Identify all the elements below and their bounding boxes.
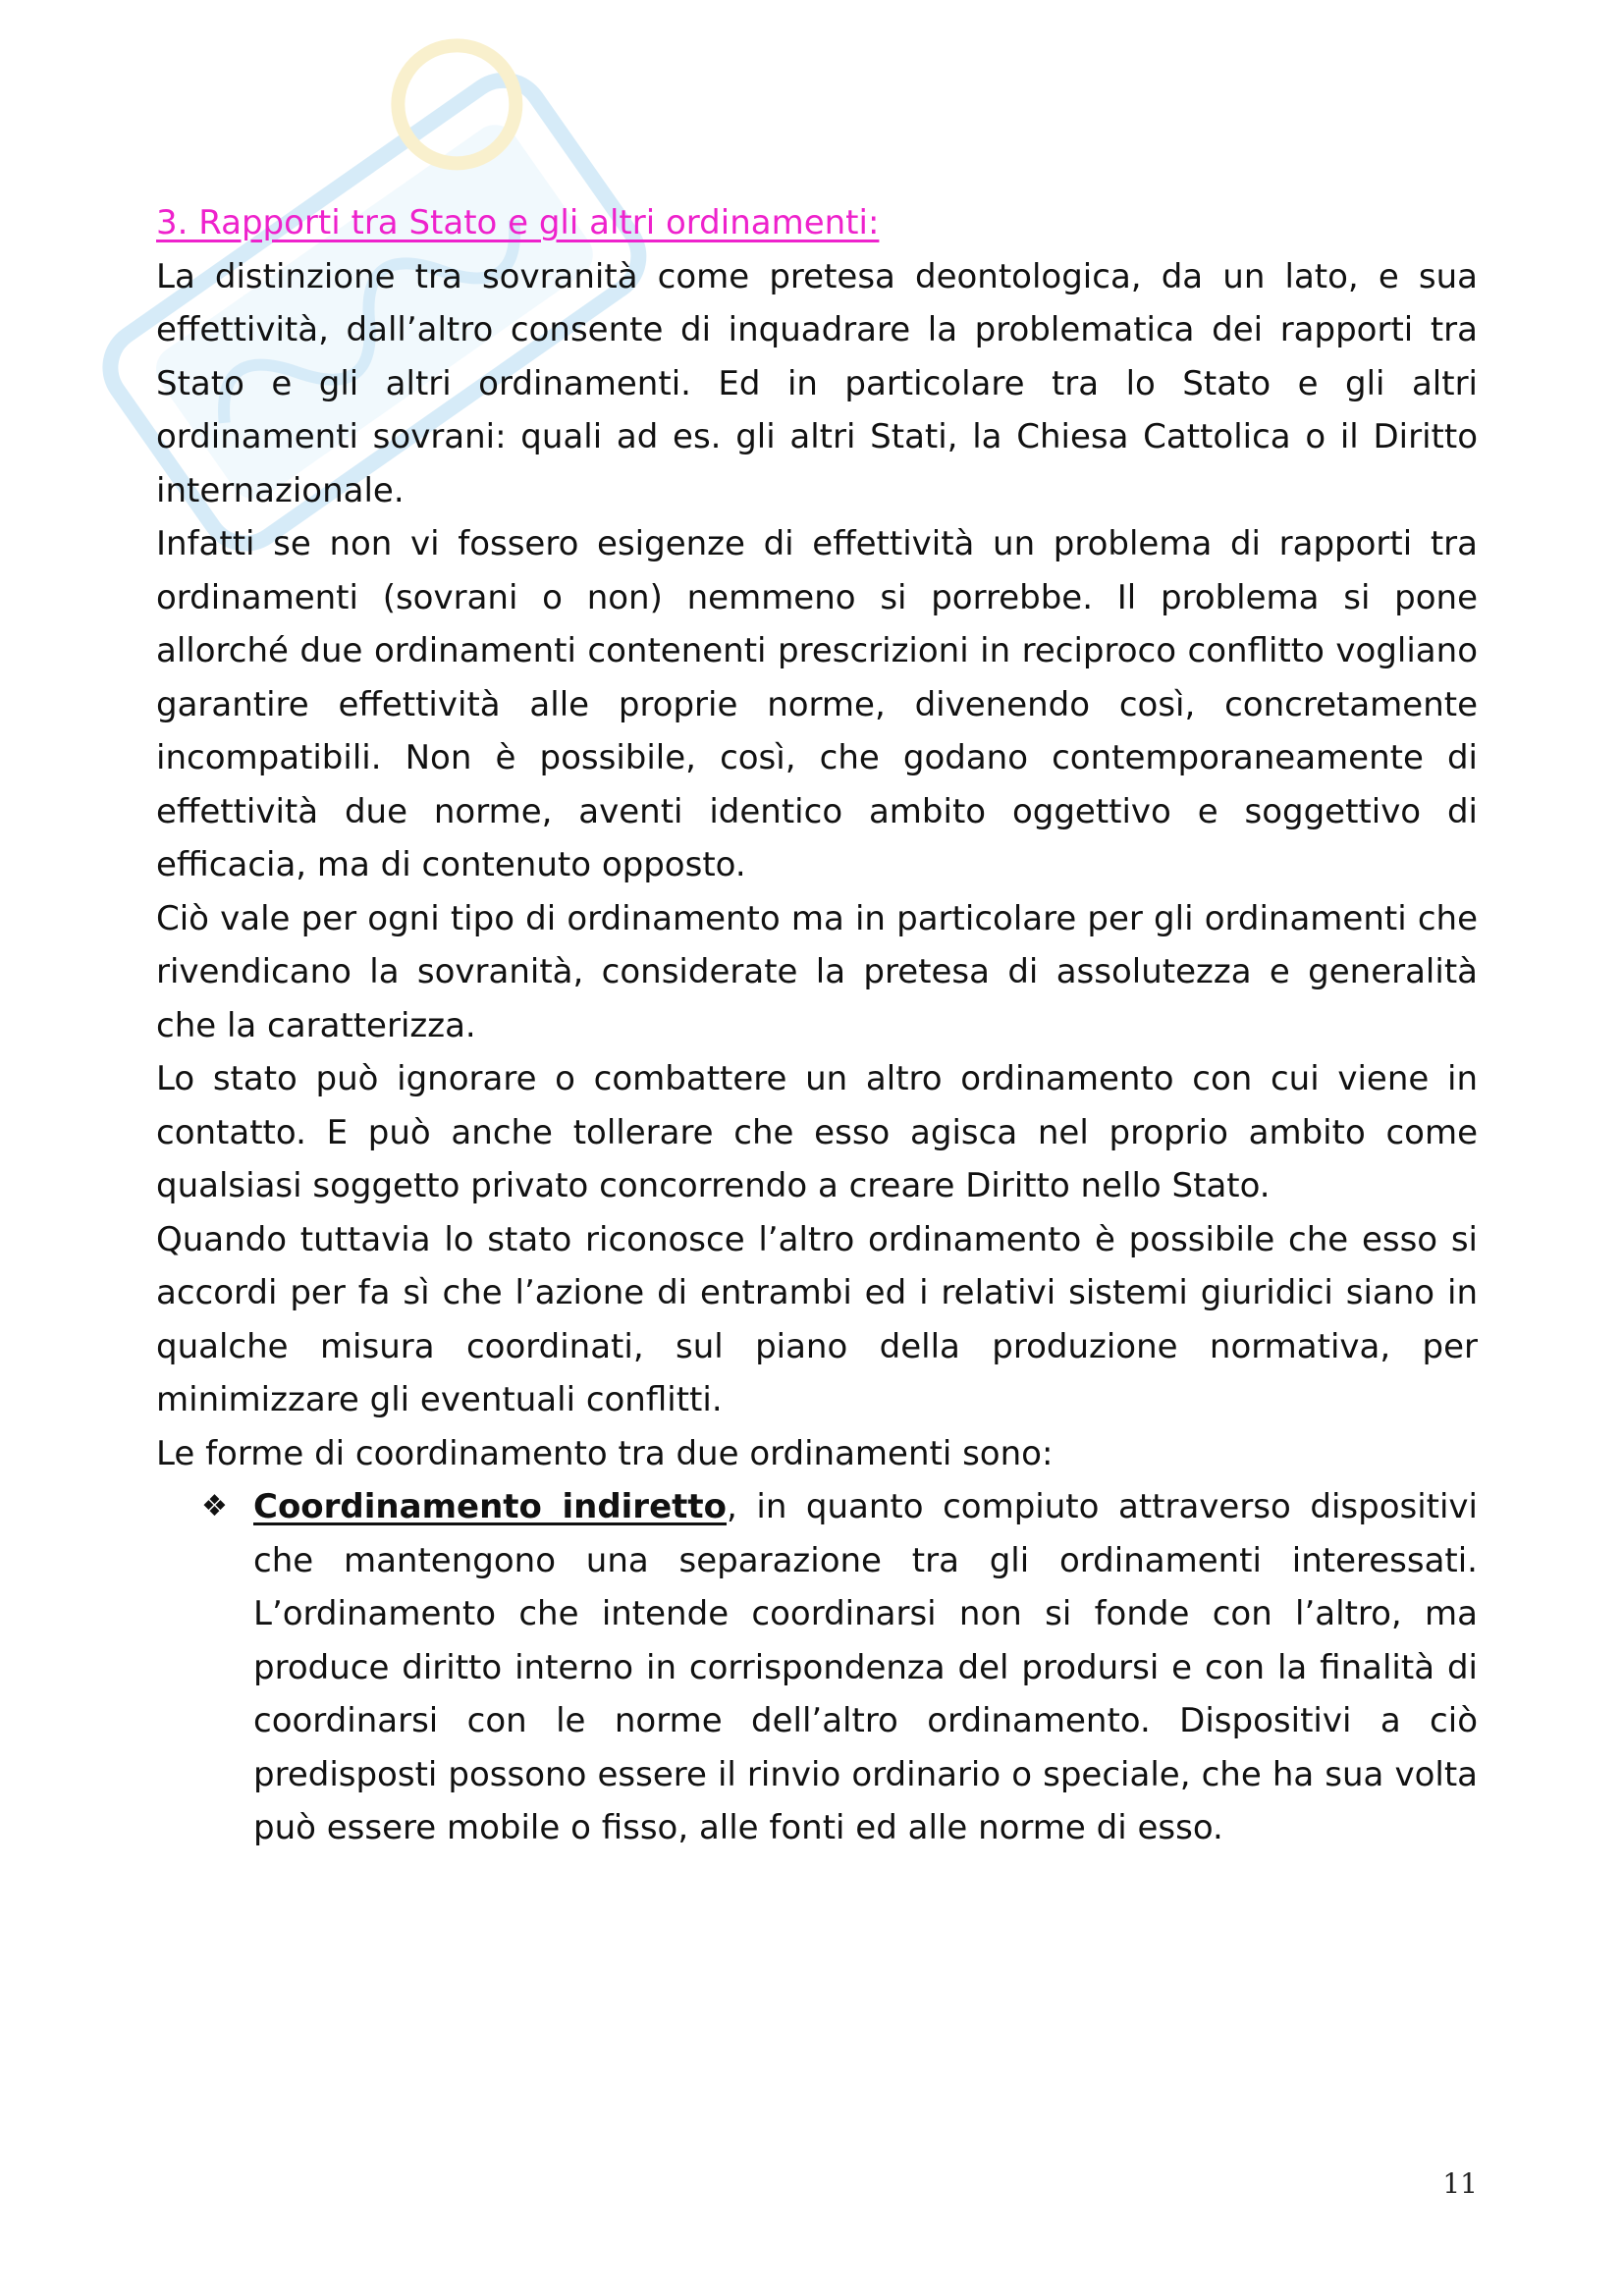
- paragraph: La distinzione tra sovranità come pretesa deontologica, da un lato, e sua effettività, dall’altro consente di inquadrare la problematica dei rapporti tra Stato e gli altri ordinamenti. Ed in particolare tra lo Stato e gli altri ordinamenti sovrani: quali ad es. gli altri Stati, la Chiesa Cattolica o il Diritto internazionale.: [156, 256, 1478, 510]
- section-heading: 3. Rapporti tra Stato e gli altri ordinamenti:: [156, 203, 880, 242]
- paragraph: Ciò vale per ogni tipo di ordinamento ma in particolare per gli ordinamenti che rivendicano la sovranità, considerate la pretesa di assolutezza e generalità che la caratterizza.: [156, 898, 1478, 1045]
- document-body: [156, 196, 1478, 1855]
- paragraph: Le forme di coordinamento tra due ordinamenti sono:: [156, 1433, 1054, 1473]
- paragraph: Lo stato può ignorare o combattere un altro ordinamento con cui viene in contatto. E può anche tollerare che esso agisca nel proprio ambito come qualsiasi soggetto privato concorrendo a creare Diritto nello Stato.: [156, 1059, 1478, 1205]
- bullet-text: , in quanto compiuto attraverso dispositivi che mantengono una separazione tra gli ordinamenti interessati. L’ordinamento che intende coordinarsi non si fonde con l’altro, ma produce diritto interno in corrispondenza del prodursi e con la finalità di coordinarsi con le norme dell’altro ordinamento. Dispositivi a ciò predisposti possono essere il rinvio ordinario o speciale, che ha sua volta può essere mobile o fisso, alle fonti ed alle norme di esso.: [253, 1487, 1479, 1847]
- paragraph: Infatti se non vi fossero esigenze di effettività un problema di rapporti tra ordinamenti (sovrani o non) nemmeno si porrebbe. Il problema si pone allorché due ordinamenti contenenti prescrizioni in reciproco conflitto vogliano garantire effettività alle proprie norme, divenendo così, concretamente incompatibili. Non è possibile, così, che godano contemporaneamente di effettività due norme, aventi identico ambito oggettivo e soggettivo di efficacia, ma di contenuto opposto.: [156, 524, 1478, 884]
- diamond-bullet-icon: ❖: [201, 1489, 228, 1523]
- paragraph: Quando tuttavia lo stato riconosce l’altro ordinamento è possibile che esso si accordi per fa sì che l’azione di entrambi ed i relativi sistemi giuridici siano in qualche misura coordinati, sul piano della produzione normativa, per minimizzare gli eventuali conflitti.: [156, 1219, 1478, 1419]
- page-number: 11: [1442, 2167, 1478, 2200]
- bullet-list: [156, 1480, 1478, 1855]
- bullet-term: Coordinamento indiretto: [253, 1487, 728, 1526]
- list-item: [156, 1480, 1478, 1855]
